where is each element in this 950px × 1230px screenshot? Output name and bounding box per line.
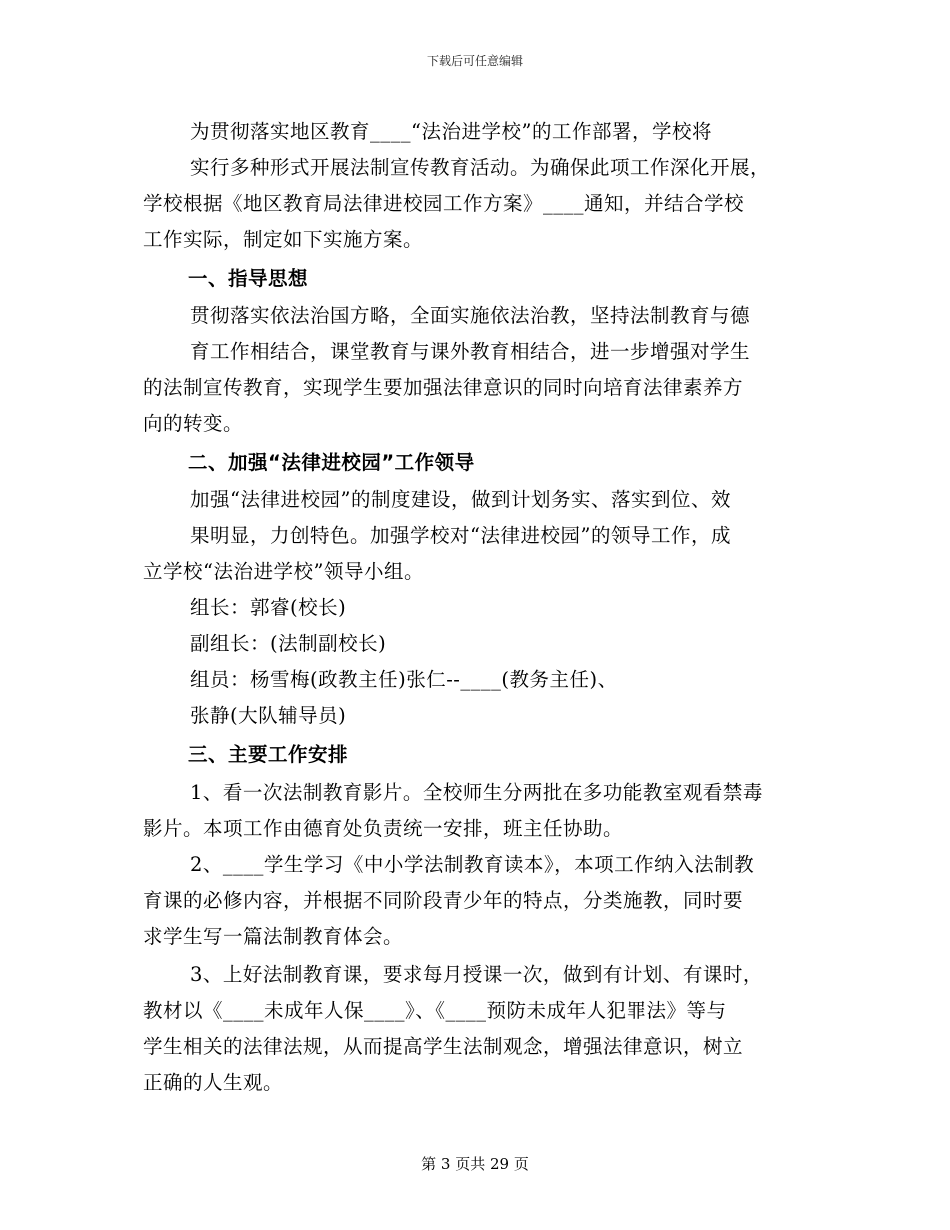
paragraph-line: 果明显，力创特色。加强学校对“法律进校园”的领导工作，成 [190, 524, 731, 547]
paragraph-line: 育工作相结合，课堂教育与课外教育相结合，进一步增强对学生 [190, 340, 751, 363]
page-number: 第 3 页共 29 页 [421, 1155, 529, 1173]
paragraph-line: 实行多种形式开展法制宣传教育活动。为确保此项工作深化开展， [190, 156, 771, 179]
paragraph-line: 学校根据《地区教育局法律进校园工作方案》____通知，并结合学校 [143, 192, 745, 215]
paragraph-line: 学生相关的法律法规，从而提高学生法制观念，增强法律意识，树立 [143, 1035, 744, 1058]
paragraph-line: 求学生写一篇法制教育体会。 [143, 925, 404, 948]
section-heading-2: 二、加强“法律进校园”工作领导 [188, 451, 475, 474]
paragraph-line: 3、上好法制教育课，要求每月授课一次，做到有计划、有课时， [190, 963, 763, 986]
paragraph-line: 工作实际，制定如下实施方案。 [143, 228, 424, 251]
section-heading-1: 一、指导思想 [188, 267, 309, 290]
paragraph-line: 育课的必修内容，并根据不同阶段青少年的特点，分类施教，同时要 [143, 889, 744, 912]
paragraph-line: 组长：郭睿(校长) [190, 596, 347, 619]
section-heading-3: 三、主要工作安排 [188, 743, 349, 766]
paragraph-line: 教材以《____未成年人保____》、《____预防未成年人犯罪法》等与 [143, 999, 727, 1022]
paragraph-line: 贯彻落实依法治国方略，全面实施依法治教，坚持法制教育与德 [190, 304, 751, 327]
paragraph-line: 向的转变。 [143, 412, 244, 435]
paragraph-line: 正确的人生观。 [143, 1071, 284, 1094]
paragraph-line: 1、看一次法制教育影片。全校师生分两批在多功能教室观看禁毒 [190, 781, 763, 804]
paragraph-line: 的法制宣传教育，实现学生要加强法律意识的同时向培育法律素养方 [143, 376, 744, 399]
paragraph-line: 张静(大队辅导员) [190, 704, 347, 727]
paragraph-line: 2、____学生学习《中小学法制教育读本》，本项工作纳入法制教 [190, 853, 755, 876]
paragraph-line: 组员：杨雪梅(政教主任)张仁--____(教务主任)、 [190, 668, 618, 691]
paragraph-line: 影片。本项工作由德育处负责统一安排，班主任协助。 [143, 817, 624, 840]
paragraph-line: 为贯彻落实地区教育____“法治进学校”的工作部署，学校将 [190, 120, 712, 143]
paragraph-line: 立学校“法治进学校”领导小组。 [143, 560, 424, 583]
paragraph-line: 加强“法律进校园”的制度建设，做到计划务实、落实到位、效 [190, 488, 731, 511]
page-header: 下载后可任意编辑 [426, 54, 523, 68]
paragraph-line: 副组长：(法制副校长) [190, 632, 387, 655]
